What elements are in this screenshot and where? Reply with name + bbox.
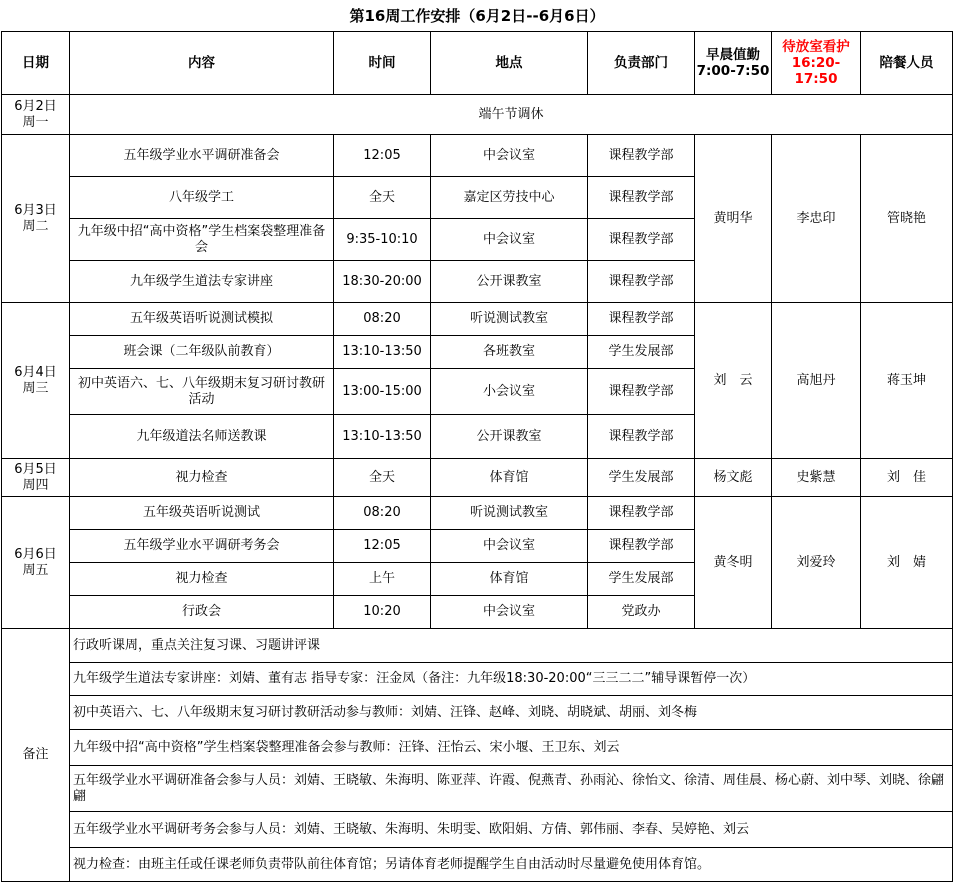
place-cell: 中会议室: [431, 219, 588, 261]
meal-cell: 管晓艳: [861, 135, 953, 303]
note-item: 五年级学业水平调研准备会参与人员：刘婧、王晓敏、朱海明、陈亚萍、许霞、倪燕青、孙雨沁、徐怡文、徐清、周佳晨、杨心蔚、刘中琴、刘晓、徐翩翩: [70, 766, 953, 812]
note-row: [2, 696, 953, 730]
header-date: 日期: [2, 32, 70, 95]
note-row: [2, 812, 953, 848]
time-cell: 全天: [334, 459, 431, 497]
header-place: 地点: [431, 32, 588, 95]
time-cell: 13:10-13:50: [334, 415, 431, 459]
dept-cell: 学生发展部: [588, 563, 695, 596]
morning-duty-cell: 刘 云: [695, 303, 772, 459]
content-cell: 视力检查: [70, 459, 334, 497]
dept-cell: 课程教学部: [588, 530, 695, 563]
place-cell: 公开课教室: [431, 415, 588, 459]
header-row: [2, 32, 953, 95]
dept-cell: 课程教学部: [588, 261, 695, 303]
note-row: [2, 848, 953, 882]
place-cell: 听说测试教室: [431, 497, 588, 530]
header-content: 内容: [70, 32, 334, 95]
content-cell: 五年级英语听说测试: [70, 497, 334, 530]
notes-label: 备注: [2, 629, 70, 882]
holiday-cell: 端午节调休: [70, 95, 953, 135]
time-cell: 12:05: [334, 135, 431, 177]
morning-duty-cell: 黄明华: [695, 135, 772, 303]
meal-cell: 刘 婧: [861, 497, 953, 629]
time-cell: 全天: [334, 177, 431, 219]
dept-cell: 课程教学部: [588, 415, 695, 459]
wait-room-cell: 史紫慧: [772, 459, 861, 497]
place-cell: 体育馆: [431, 459, 588, 497]
header-wait-room: [772, 32, 861, 95]
date-label: 6月4日: [14, 364, 57, 380]
content-cell: 行政会: [70, 596, 334, 629]
time-cell: 08:20: [334, 303, 431, 336]
place-cell: 公开课教室: [431, 261, 588, 303]
morning-duty-cell: 黄冬明: [695, 497, 772, 629]
table-row: [2, 459, 953, 497]
date-cell: [2, 303, 70, 459]
time-cell: 18:30-20:00: [334, 261, 431, 303]
date-cell: [2, 459, 70, 497]
place-cell: 中会议室: [431, 530, 588, 563]
content-cell: 九年级道法名师送教课: [70, 415, 334, 459]
date-label: 6月3日: [14, 202, 57, 218]
header-wait-room-label: 待放室看护: [782, 39, 850, 55]
time-cell: 13:00-15:00: [334, 369, 431, 415]
table-row: [2, 135, 953, 177]
header-morning-duty-time: 7:00-7:50: [696, 63, 770, 79]
table-row: [2, 95, 953, 135]
place-cell: 各班教室: [431, 336, 588, 369]
content-cell: 初中英语六、七、八年级期末复习研讨教研活动: [70, 369, 334, 415]
content-cell: 五年级英语听说测试模拟: [70, 303, 334, 336]
content-cell: 八年级学工: [70, 177, 334, 219]
time-cell: 10:20: [334, 596, 431, 629]
time-cell: 13:10-13:50: [334, 336, 431, 369]
header-dept: 负责部门: [588, 32, 695, 95]
dept-cell: 学生发展部: [588, 459, 695, 497]
date-cell: [2, 497, 70, 629]
content-cell: 班会课（二年级队前教育）: [70, 336, 334, 369]
dept-cell: 党政办: [588, 596, 695, 629]
wait-room-cell: 高旭丹: [772, 303, 861, 459]
note-item: 九年级学生道法专家讲座：刘婧、董有志 指导专家：汪金凤（备注：九年级18:30-20:00“三三二二”辅导课暂停一次）: [70, 663, 953, 696]
dept-cell: 课程教学部: [588, 219, 695, 261]
page-title: 第16周工作安排（6月2日--6月6日）: [2, 1, 953, 32]
header-morning-duty: [695, 32, 772, 95]
place-cell: 中会议室: [431, 596, 588, 629]
schedule-table: [1, 1, 953, 882]
date-cell: [2, 135, 70, 303]
content-cell: 视力检查: [70, 563, 334, 596]
place-cell: 小会议室: [431, 369, 588, 415]
dept-cell: 课程教学部: [588, 369, 695, 415]
time-cell: 08:20: [334, 497, 431, 530]
wait-room-cell: 李忠印: [772, 135, 861, 303]
content-cell: 九年级中招“高中资格”学生档案袋整理准备会: [70, 219, 334, 261]
place-cell: 听说测试教室: [431, 303, 588, 336]
content-cell: 九年级学生道法专家讲座: [70, 261, 334, 303]
note-item: 初中英语六、七、八年级期末复习研讨教研活动参与教师：刘婧、汪锋、赵峰、刘晓、胡晓斌、胡丽、刘冬梅: [70, 696, 953, 730]
weekday-label: 周一: [22, 114, 49, 130]
weekday-label: 周五: [22, 562, 49, 578]
place-cell: 嘉定区劳技中心: [431, 177, 588, 219]
meal-cell: 蒋玉坤: [861, 303, 953, 459]
content-cell: 五年级学业水平调研准备会: [70, 135, 334, 177]
note-item: 视力检查：由班主任或任课老师负责带队前往体育馆；另请体育老师提醒学生自由活动时尽量避免使用体育馆。: [70, 848, 953, 882]
dept-cell: 课程教学部: [588, 135, 695, 177]
header-time: 时间: [334, 32, 431, 95]
place-cell: 体育馆: [431, 563, 588, 596]
note-row: [2, 663, 953, 696]
date-label: 6月2日: [14, 98, 57, 114]
wait-room-cell: 刘爱玲: [772, 497, 861, 629]
date-label: 6月5日: [14, 461, 57, 477]
content-cell: 五年级学业水平调研考务会: [70, 530, 334, 563]
note-item: 行政听课周，重点关注复习课、习题讲评课: [70, 629, 953, 663]
time-cell: 12:05: [334, 530, 431, 563]
time-cell: 上午: [334, 563, 431, 596]
time-cell: 9:35-10:10: [334, 219, 431, 261]
meal-cell: 刘 佳: [861, 459, 953, 497]
weekday-label: 周三: [22, 380, 49, 396]
weekday-label: 周二: [22, 218, 49, 234]
note-row: [2, 766, 953, 812]
place-cell: 中会议室: [431, 135, 588, 177]
date-cell: [2, 95, 70, 135]
header-wait-room-time: 16:20-17:50: [791, 55, 841, 87]
dept-cell: 课程教学部: [588, 303, 695, 336]
note-item: 五年级学业水平调研考务会参与人员：刘婧、王晓敏、朱海明、朱明雯、欧阳娟、方倩、郭伟丽、李春、吴婷艳、刘云: [70, 812, 953, 848]
table-row: [2, 303, 953, 336]
header-meal: 陪餐人员: [861, 32, 953, 95]
weekday-label: 周四: [22, 477, 49, 493]
dept-cell: 课程教学部: [588, 497, 695, 530]
date-label: 6月6日: [14, 546, 57, 562]
note-item: 九年级中招“高中资格”学生档案袋整理准备会参与教师：汪锋、汪怡云、宋小堰、王卫东、刘云: [70, 730, 953, 766]
note-row: [2, 730, 953, 766]
morning-duty-cell: 杨文彪: [695, 459, 772, 497]
note-row: [2, 629, 953, 663]
table-row: [2, 497, 953, 530]
header-morning-duty-label: 早晨值勤: [706, 47, 760, 63]
dept-cell: 课程教学部: [588, 177, 695, 219]
dept-cell: 学生发展部: [588, 336, 695, 369]
